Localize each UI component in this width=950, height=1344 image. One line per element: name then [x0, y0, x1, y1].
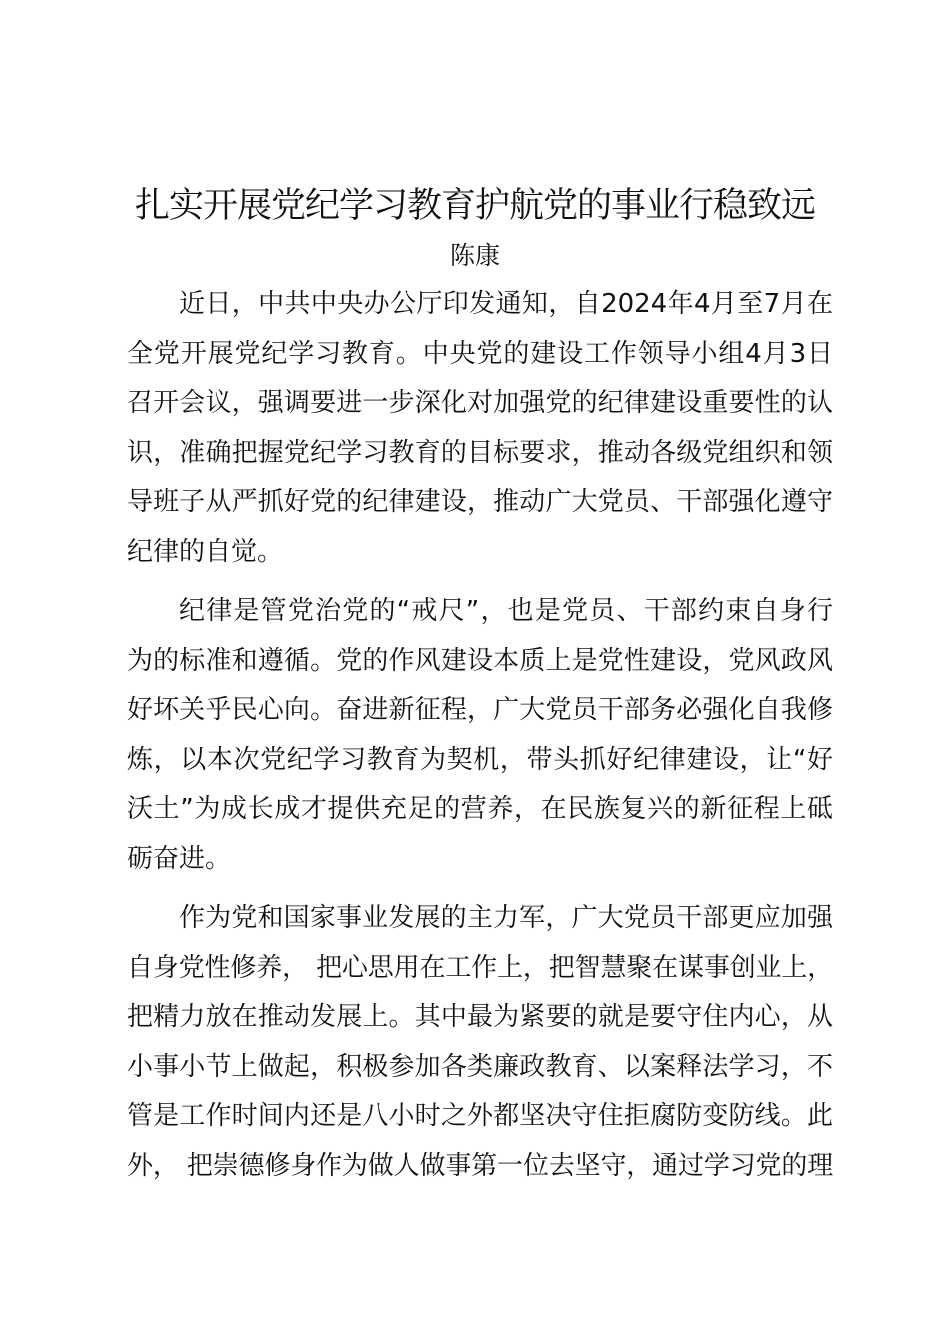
text-line: 召开会议，强调要进一步深化对加强党的纪律建设重要性的认	[127, 388, 833, 418]
text-line: 纪律的自觉。	[127, 536, 284, 567]
text-line: 炼，以本次党纪学习教育为契机，带头抓好纪律建设，让“好	[127, 744, 833, 775]
text-line: 纪律是管党治党的“戒尺”，也是党员、干部约束自身行	[179, 596, 833, 626]
text-line: 导班子从严抓好党的纪律建设，推动广大党员、干部强化遵守	[127, 487, 833, 517]
text-line: 识，准确把握党纪学习教育的目标要求，推动各级党组织和领	[127, 437, 833, 468]
paragraph-1	[127, 280, 833, 577]
text-line: 作为党和国家事业发展的主力军，广大党员干部更应加强	[179, 903, 833, 933]
text-line: 外， 把崇德修身作为做人做事第一位去坚守，通过学习党的理	[127, 1150, 833, 1181]
text-line: 好坏关乎民心向。奋进新征程，广大党员干部务必强化自我修	[127, 695, 833, 725]
text-line: 把精力放在推动发展上。其中最为紧要的就是要守住内心，从	[127, 1002, 833, 1032]
text-line: 全党开展党纪学习教育。中央党的建设工作领导小组4月3日	[127, 338, 833, 369]
text-line: 自身党性修养， 把心思用在工作上，把智慧聚在谋事创业上，	[127, 952, 833, 983]
article-title: 扎实开展党纪学习教育护航党的事业行稳致远	[134, 186, 815, 226]
text-line: 近日，中共中央办公厅印发通知，自2024年4月至7月在	[179, 289, 833, 319]
text-line: 小事小节上做起，积极参加各类廉政教育、以案释法学习，不	[127, 1051, 833, 1082]
paragraph-2	[127, 587, 833, 884]
text-line: 砺奋进。	[127, 843, 232, 874]
article-body	[127, 280, 833, 1191]
paragraph-3	[127, 894, 833, 1191]
text-line: 为的标准和遵循。党的作风建设本质上是党性建设，党风政风	[127, 645, 833, 676]
text-line: 沃土”为成长成才提供充足的营养，在民族复兴的新征程上砥	[127, 794, 833, 824]
text-line: 管是工作时间内还是八小时之外都坚决守住拒腐防变防线。此	[127, 1101, 833, 1131]
article-author: 陈康	[449, 241, 500, 270]
